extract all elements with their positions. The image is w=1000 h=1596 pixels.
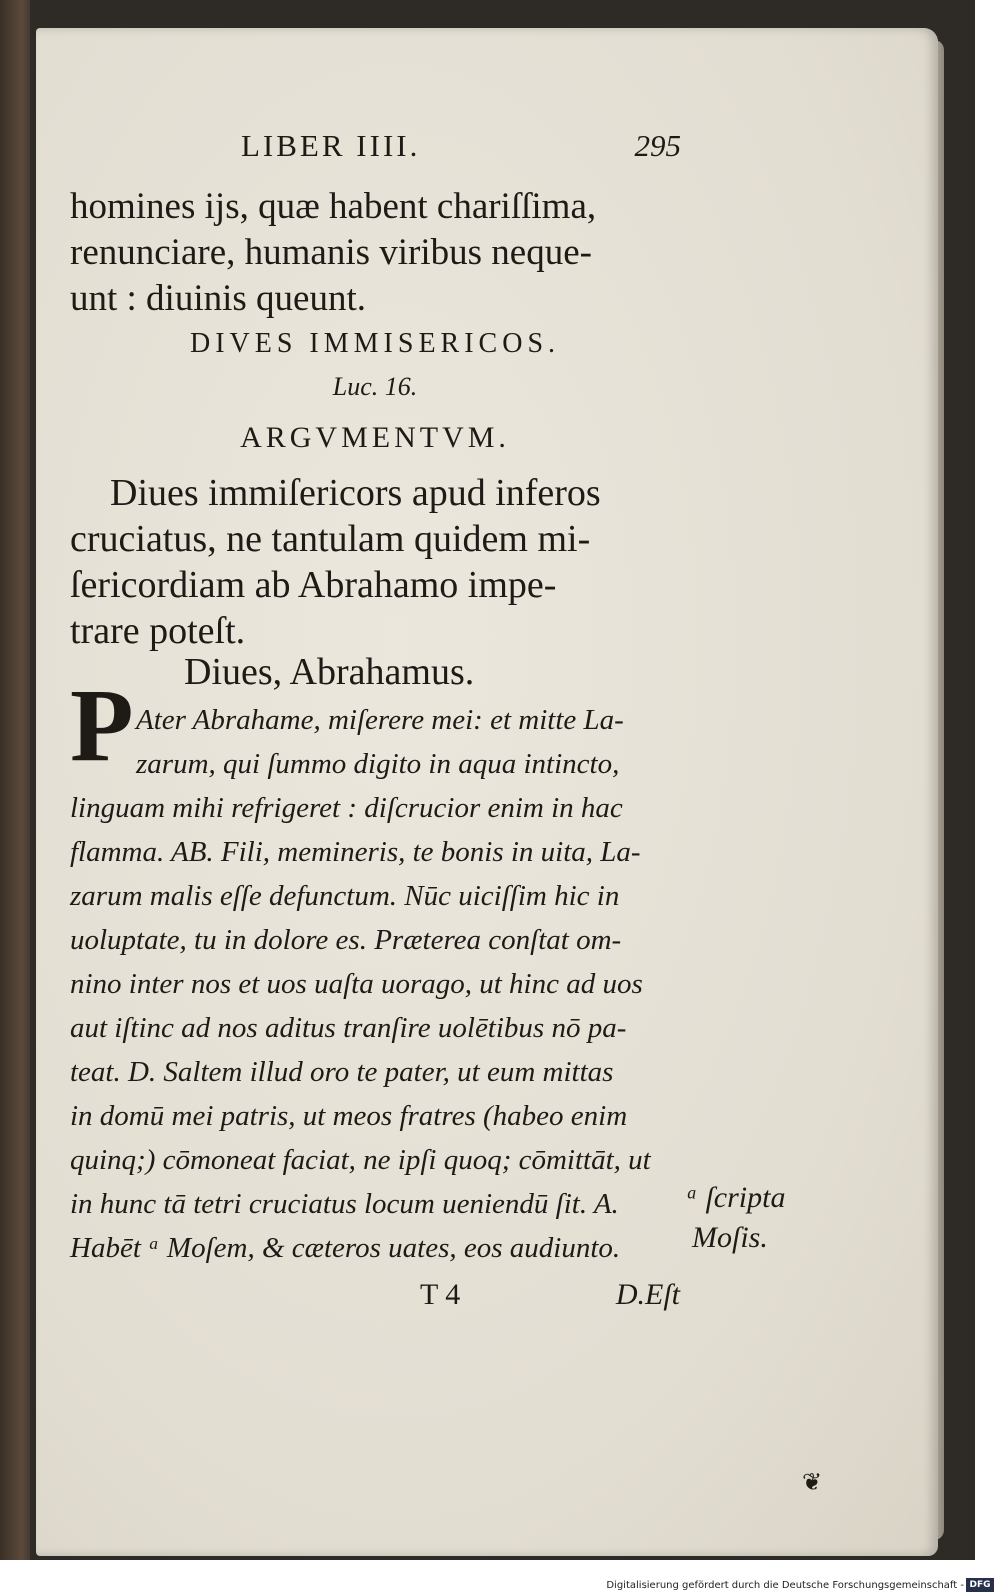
signature-mark: T 4 bbox=[420, 1278, 461, 1311]
dialogue-line: linguam mihi refrigeret : diſcrucior enim in hac bbox=[70, 792, 623, 824]
dialogue-line: in hunc tā tetri cruciatus locum ueniendū ſit. A. bbox=[70, 1188, 619, 1220]
marginal-note-line: Moſis. bbox=[692, 1221, 768, 1254]
running-head bbox=[241, 128, 681, 164]
scripture-reference: Luc. 16. bbox=[332, 372, 418, 401]
dialogue-line: uoluptate, tu in dolore es. Præterea conſtat om- bbox=[70, 924, 622, 956]
dialogue-line: quinq;) cōmoneat faciat, ne ipſi quoq; cōmittāt, ut bbox=[70, 1144, 651, 1176]
page-number: 295 bbox=[634, 128, 681, 163]
argument-line: cruciatus, ne tantulam quidem mi- bbox=[70, 518, 591, 560]
dialogue-line: in domū mei patris, ut meos fratres (habeo enim bbox=[70, 1100, 628, 1132]
text-line: renunciare, humanis viribus neque- bbox=[70, 232, 592, 273]
text-line: homines ijs, quæ habent chariſſima, bbox=[70, 186, 597, 227]
marginal-note bbox=[686, 1178, 785, 1258]
dialogue-line: flamma. AB. Fili, memineris, te bonis in uita, La- bbox=[70, 836, 641, 868]
argument-heading: ARGVMENTVM. bbox=[240, 421, 510, 454]
dialogue-line: aut iſtinc ad nos aditus tranſire uolētibus nō pa- bbox=[70, 1012, 627, 1044]
signature-row bbox=[420, 1278, 680, 1312]
running-head-title: LIBER IIII. bbox=[241, 128, 421, 163]
dialogue-line: nino inter nos et uos uaſta uorago, ut hinc ad uos bbox=[70, 968, 643, 1000]
dfg-logo: DFG bbox=[966, 1578, 994, 1592]
dialogue-line: teat. D. Saltem illud oro te pater, ut eum mittas bbox=[70, 1056, 614, 1088]
dialogue-line: Ater Abrahame, miſerere mei: et mitte La- bbox=[136, 704, 624, 736]
argument-line: trare poteſt. bbox=[70, 610, 246, 652]
section-title: DIVES IMMISERICOS. bbox=[189, 328, 561, 359]
footer-bar bbox=[0, 1560, 1000, 1596]
marginal-note-line: ᵃ ſcripta bbox=[686, 1181, 786, 1214]
speakers-heading: Diues, Abrahamus. bbox=[184, 651, 475, 693]
flower-ornament-icon: ❦ bbox=[802, 1470, 823, 1496]
catchword: D.Eſt bbox=[615, 1278, 680, 1311]
argument-line: ſericordiam ab Abrahamo impe- bbox=[70, 564, 557, 606]
text-line: unt : diuinis queunt. bbox=[70, 278, 366, 319]
dialogue-line: Habēt ᵃ Moſem, & cæteros uates, eos audiunto. bbox=[70, 1232, 621, 1264]
footer-credit: Digitalisierung gefördert durch die Deutsche Forschungsgemeinschaft - bbox=[606, 1580, 964, 1591]
book-page bbox=[36, 28, 938, 1556]
dialogue-line: zarum malis eſſe defunctum. Nūc uiciſſim hic in bbox=[70, 880, 620, 912]
drop-cap: P bbox=[70, 668, 134, 783]
dialogue-line: zarum, qui ſummo digito in aqua intincto, bbox=[136, 748, 620, 780]
argument-line: Diues immiſericors apud inferos bbox=[110, 472, 601, 514]
